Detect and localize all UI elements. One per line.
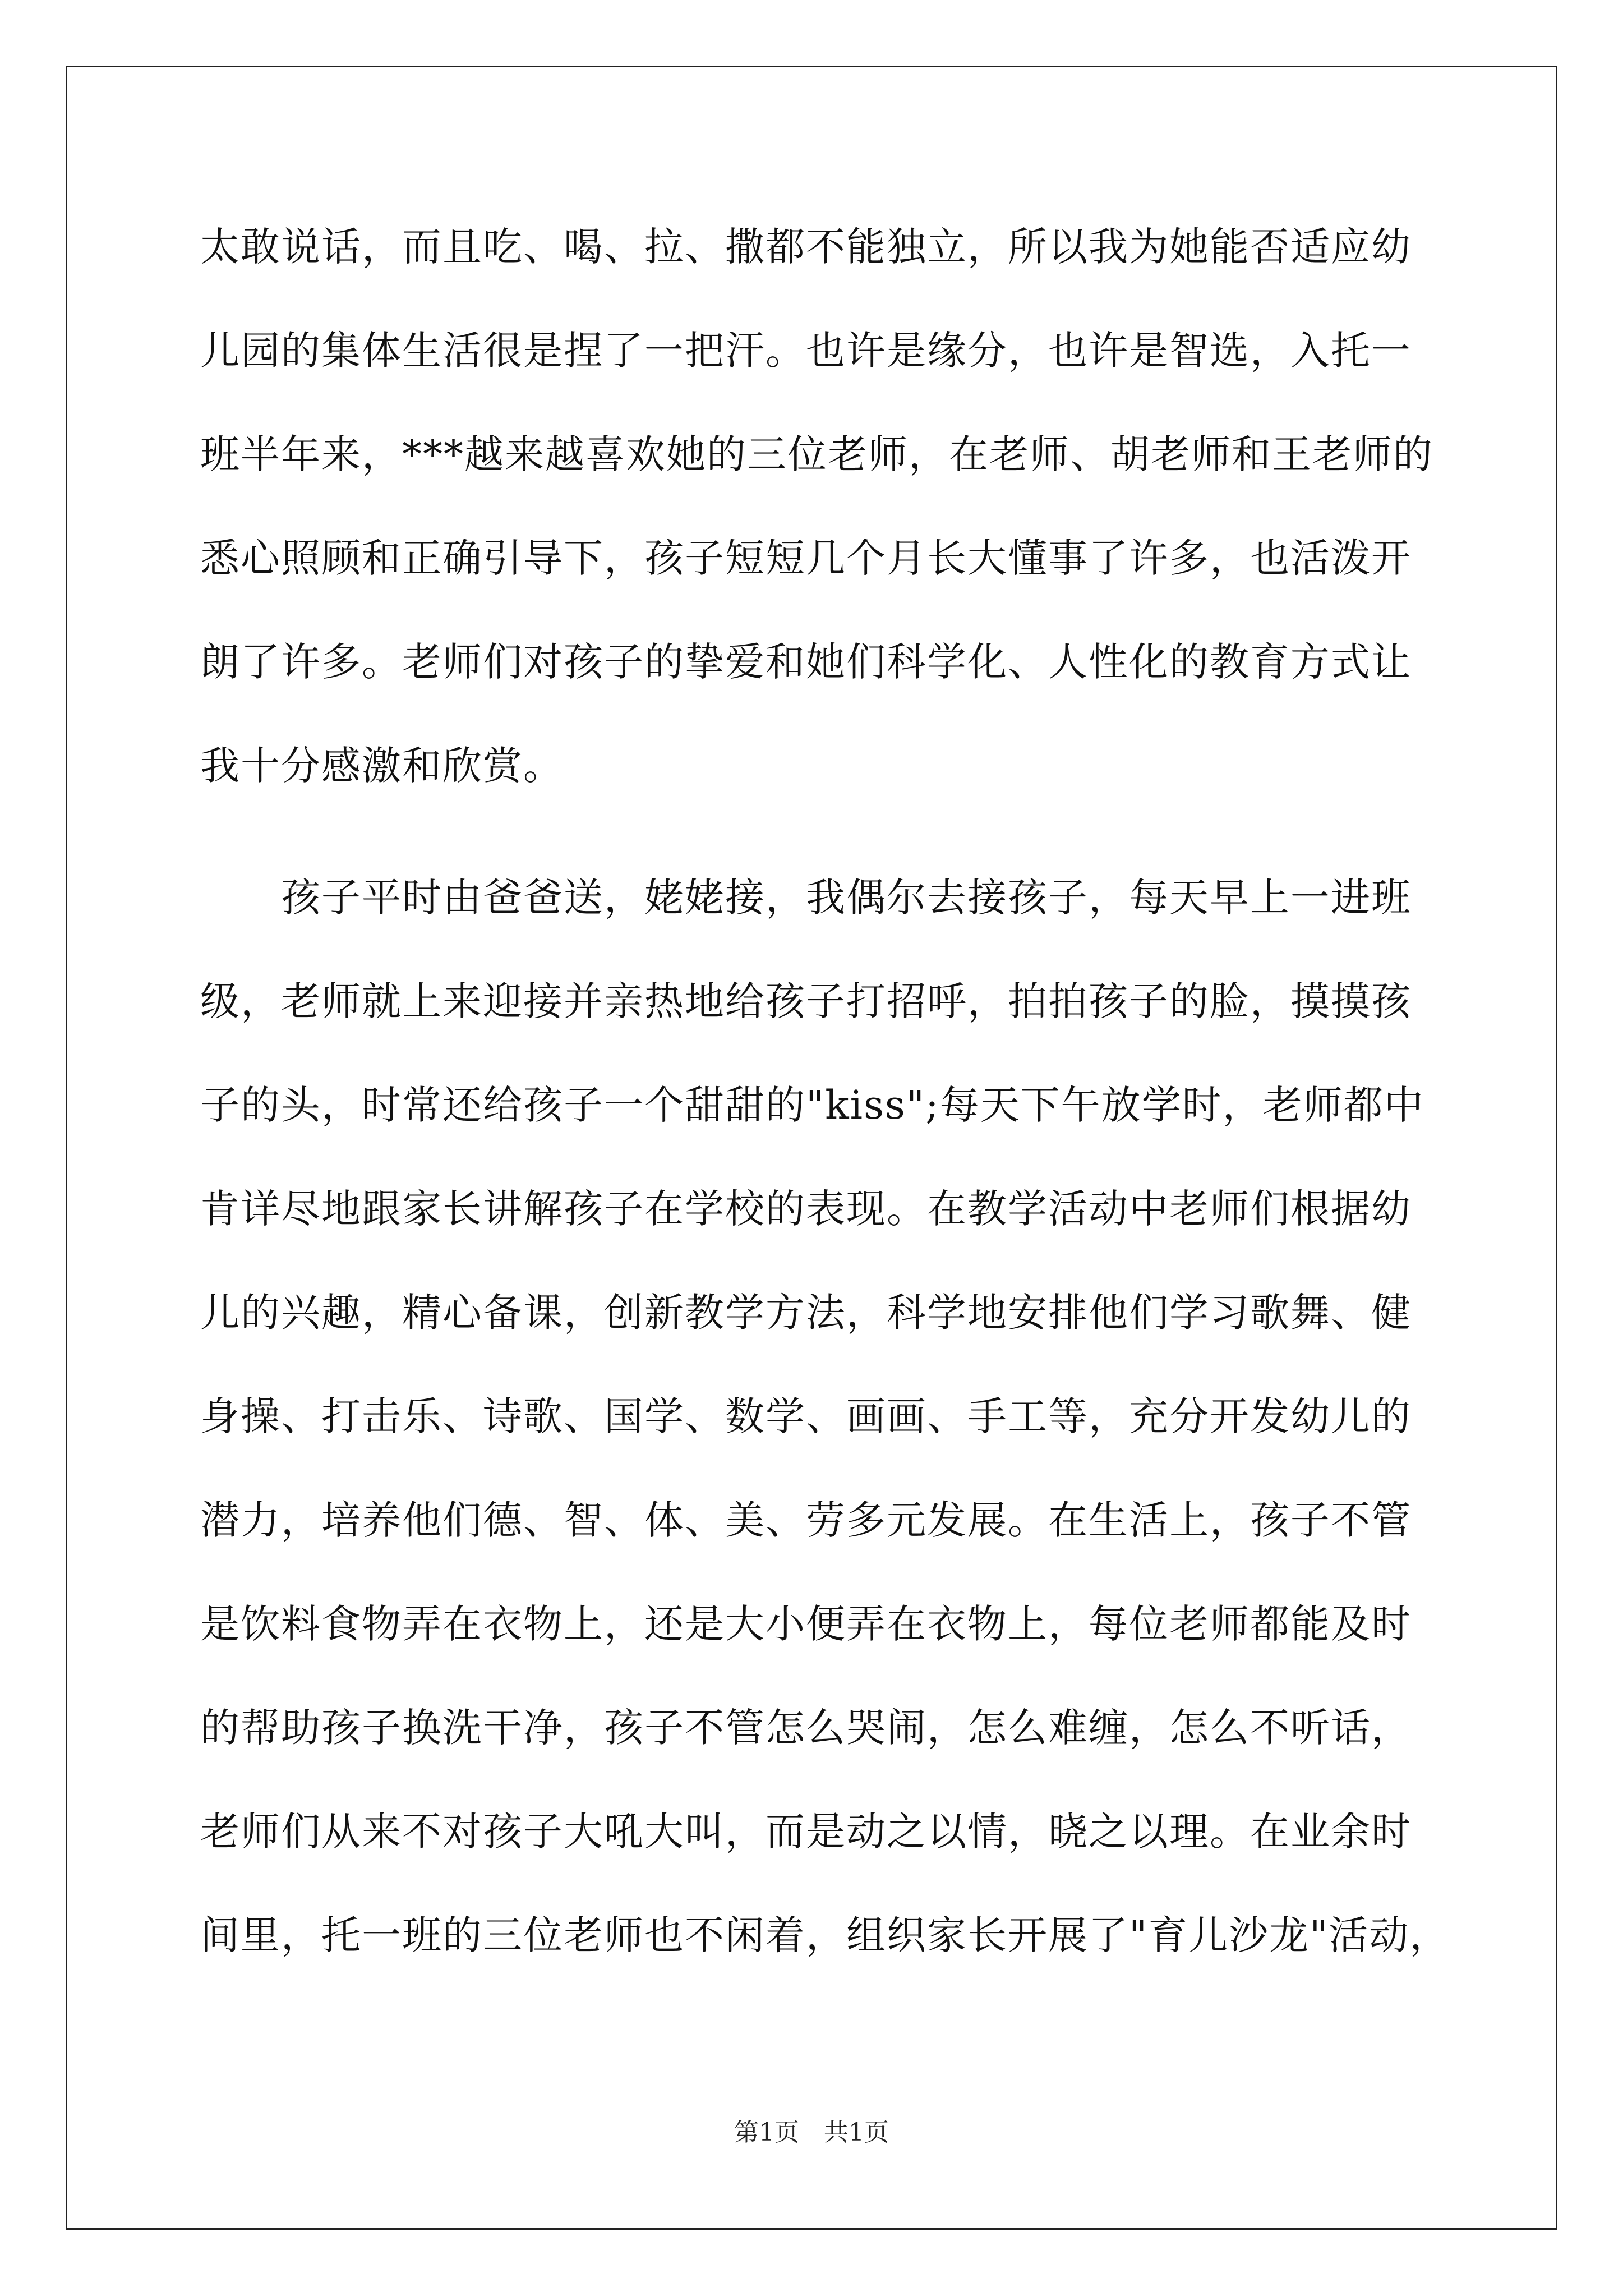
text-line: 肯详尽地跟家长讲解孩子在学校的表现。在教学活动中老师们根据幼 xyxy=(200,1186,1412,1232)
text-line: 班半年来，***越来越喜欢她的三位老师，在老师、胡老师和王老师的 xyxy=(200,431,1433,477)
page-border xyxy=(66,66,1557,2230)
text-line: 我十分感激和欣赏。 xyxy=(200,743,564,789)
text-line: 级，老师就上来迎接并亲热地给孩子打招呼，拍拍孩子的脸，摸摸孩 xyxy=(200,978,1412,1024)
text-line: 儿的兴趣，精心备课，创新教学方法，科学地安排他们学习歌舞、健 xyxy=(200,1290,1412,1336)
text-line: 老师们从来不对孩子大吼大叫，而是动之以情，晓之以理。在业余时 xyxy=(200,1809,1412,1855)
text-line: 太敢说话，而且吃、喝、拉、撒都不能独立，所以我为她能否适应幼 xyxy=(200,224,1412,270)
page-number-footer: 第1页 共1页 xyxy=(734,2118,889,2147)
text-line: 间里，托一班的三位老师也不闲着，组织家长开展了"育儿沙龙"活动， xyxy=(200,1912,1450,1958)
text-line: 朗了许多。老师们对孩子的挚爱和她们科学化、人性化的教育方式让 xyxy=(200,639,1412,685)
text-line: 子的头，时常还给孩子一个甜甜的"kiss";每天下午放学时，老师都中 xyxy=(200,1082,1424,1128)
text-line: 悉心照顾和正确引导下，孩子短短几个月长大懂事了许多，也活泼开 xyxy=(200,535,1412,581)
text-line: 孩子平时由爸爸送，姥姥接，我偶尔去接孩子，每天早上一进班 xyxy=(200,875,1412,921)
text-line: 身操、打击乐、诗歌、国学、数学、画画、手工等，充分开发幼儿的 xyxy=(200,1393,1412,1439)
text-line: 的帮助孩子换洗干净，孩子不管怎么哭闹，怎么难缠，怎么不听话， xyxy=(200,1705,1412,1751)
text-line: 潜力，培养他们德、智、体、美、劳多元发展。在生活上，孩子不管 xyxy=(200,1497,1412,1543)
text-line: 是饮料食物弄在衣物上，还是大小便弄在衣物上，每位老师都能及时 xyxy=(200,1601,1412,1647)
text-line: 儿园的集体生活很是捏了一把汗。也许是缘分，也许是智选，入托一 xyxy=(200,328,1412,374)
